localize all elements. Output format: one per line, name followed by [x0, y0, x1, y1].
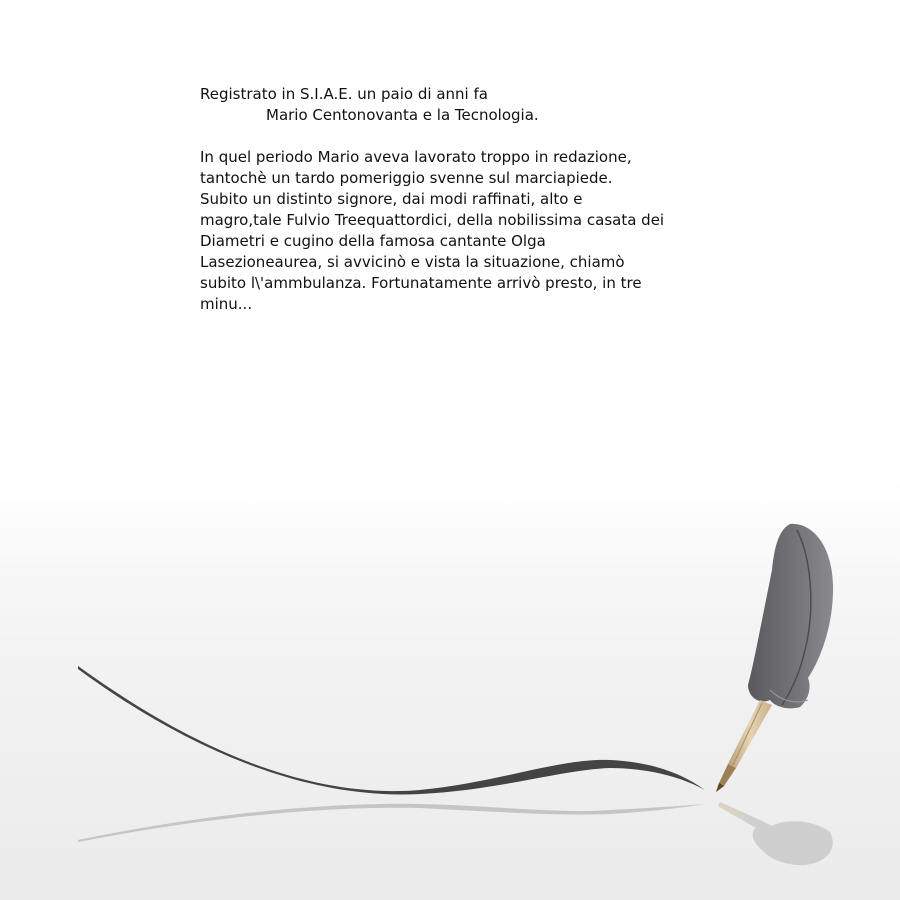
feather-vane — [748, 524, 833, 708]
story-paragraph — [200, 147, 720, 315]
paragraph-line: Lasezioneaurea, si avvicinò e vista la situazione, chiamò — [200, 253, 625, 271]
ink-stroke — [78, 666, 705, 794]
paragraph-line: minu... — [200, 295, 253, 313]
paragraph-line: Subito un distinto signore, dai modi raffinati, alto e — [200, 190, 583, 208]
registration-note: Registrato in S.I.A.E. un paio di anni fa — [200, 85, 488, 103]
paragraph-line: Diametri e cugino della famosa cantante Olga — [200, 232, 546, 250]
paragraph-line: magro,tale Fulvio Treequattordici, della nobilissima casata dei — [200, 211, 665, 229]
ink-reflection — [78, 804, 705, 842]
paragraph-line: tantochè un tardo pomeriggio svenne sul marciapiede. — [200, 169, 613, 187]
paragraph-line: subito l\'ammbulanza. Fortunatamente arrivò presto, in tre — [200, 274, 642, 292]
quill-pen-icon — [0, 500, 900, 900]
pen-shaft — [728, 700, 772, 768]
story-title: Mario Centonovanta e la Tecnologia. — [266, 106, 539, 124]
story-text — [200, 84, 720, 315]
paragraph-line: In quel periodo Mario aveva lavorato troppo in redazione, — [200, 148, 632, 166]
